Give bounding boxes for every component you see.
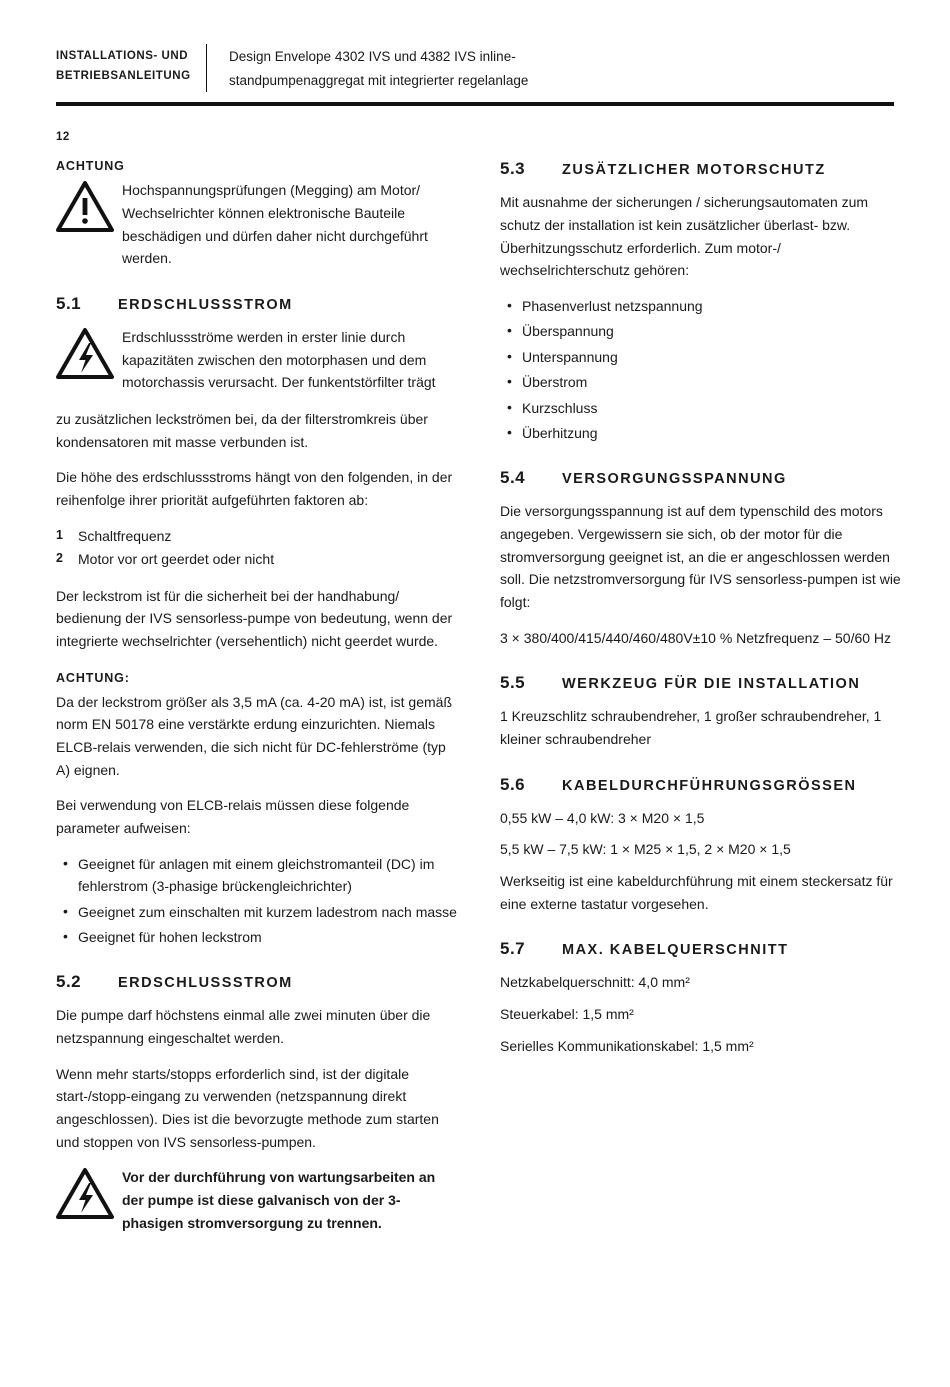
- section-5-5-paragraph-1: 1 Kreuzschlitz schraubendreher, 1 großer schraubendreher, 1 kleiner schraubendreher: [500, 708, 882, 747]
- section-title-5-2: ERDSCHLUSSSTROM: [118, 975, 293, 992]
- section-heading-5-1: [56, 294, 458, 314]
- section-title-5-4: VERSORGUNGSSPANNUNG: [562, 471, 787, 488]
- section-5-7-paragraph-1: Netzkabelquerschnitt: 4,0 mm²: [500, 974, 690, 991]
- list-item: • Überspannung: [500, 320, 902, 342]
- section-number-5-6: 5.6: [500, 774, 526, 794]
- elcb-paragraph: Bei verwendung von ELCB-relais müssen diese folgende parameter aufweisen:: [56, 797, 410, 837]
- list-item: • Geeignet zum einschalten mit kurzem ladestrom nach masse: [56, 901, 458, 923]
- section-5-7-paragraph-3: Serielles Kommunikationskabel: 1,5 mm²: [500, 1037, 754, 1054]
- page-header: [56, 44, 894, 106]
- section-title-5-5: WERKZEUG FÜR DIE INSTALLATION: [562, 676, 861, 693]
- attention-text-2: Da der leckstrom größer als 3,5 mA (ca. 4-20 mA) ist, ist gemäß norm EN 50178 eine verstärkte erdung einzurichten. Niemals ELCB-relais verwenden, die sich nicht für DC-fehlerströme (typ A) eignen.: [56, 693, 453, 778]
- section-heading-5-2: [56, 972, 458, 992]
- section-5-1-warning-text: Erdschlussströme werden in erster linie durch kapazitäten zwischen den motorphasen und dem motorchassis verursacht. Der funkentstörfilter trägt: [122, 328, 436, 391]
- section-5-3-paragraph-1: Mit ausnahme der sicherungen / sicherungsautomaten zum schutz der installation ist kein zusätzlicher überlast- bzw. Überhitzungsschutz erforderlich. Zum motor-/ wechselrichterschutz gehören:: [500, 194, 869, 279]
- list-item: • Überhitzung: [500, 422, 902, 444]
- list-item: [56, 548, 458, 572]
- warning-triangle-icon: [56, 179, 118, 238]
- list-item-number: 2: [56, 551, 63, 566]
- attention-label-2: ACHTUNG:: [56, 670, 130, 685]
- attention-text-1: Hochspannungsprüfungen (Megging) am Motor/ Wechselrichter können elektronische Bauteile beschädigen und dürfen daher nicht durchgeführt werden.: [122, 182, 428, 267]
- section-number-5-1: 5.1: [56, 293, 82, 313]
- final-warning-text: Vor der durchführung von wartungsarbeiten an der pumpe ist diese galvanisch von der 3-phasigen stromversorgung zu trennen.: [122, 1169, 436, 1231]
- section-5-3-bullet-list: [500, 295, 902, 444]
- section-5-2-paragraph-2: Wenn mehr starts/stopps erforderlich sind, ist der digitale start-/stopp-eingang zu verwenden (netzspannung direkt angeschlossen). Dies ist die bevorzugte methode zum starten und stoppen von IVS sensorless-pumpen.: [56, 1065, 439, 1150]
- electric-shock-triangle-icon: [56, 326, 118, 385]
- section-5-4-paragraph-2: 3 × 380/400/415/440/460/480V±10 % Netzfrequenz – 50/60 Hz: [500, 629, 892, 646]
- content-columns: [56, 159, 901, 1248]
- warning-block-maintenance: [56, 1166, 458, 1234]
- list-item-label: Motor vor ort geerdet oder nicht: [78, 551, 275, 568]
- section-5-7-paragraph-2: Steuerkabel: 1,5 mm²: [500, 1006, 634, 1023]
- header-product-title-line1: Design Envelope 4302 IVS und 4382 IVS inline-: [229, 49, 516, 64]
- list-item: • Kurzschluss: [500, 397, 902, 419]
- section-title-5-7: MAX. KABELQUERSCHNITT: [562, 942, 789, 959]
- section-number-5-5: 5.5: [500, 673, 526, 693]
- section-5-6-paragraph-2: 5,5 kW – 7,5 kW: 1 × M25 × 1,5, 2 × M20 × 1,5: [500, 841, 791, 858]
- section-5-6-paragraph-3: Werkseitig ist eine kabeldurchführung mit einem steckersatz für eine externe tastatur vorgesehen.: [500, 873, 893, 912]
- list-item: • Geeignet für hohen leckstrom: [56, 926, 458, 948]
- section-5-6-paragraph-1: 0,55 kW – 4,0 kW: 3 × M20 × 1,5: [500, 809, 705, 826]
- electric-shock-triangle-icon: [56, 1166, 118, 1225]
- section-5-2-paragraph-1: Die pumpe darf höchstens einmal alle zwei minuten über die netzspannung eingeschaltet werden.: [56, 1007, 431, 1046]
- attention-label-1: ACHTUNG: [56, 159, 125, 174]
- header-product-title-line2: standpumpenaggregat mit integrierter regelanlage: [229, 72, 529, 88]
- section-heading-5-6: [500, 775, 902, 795]
- elcb-bullet-list: [56, 853, 458, 949]
- section-5-4-paragraph-1: Die versorgungsspannung ist auf dem typenschild des motors angegeben. Vergewissern sie sich, ob der motor für die stromversorgung geeignet ist, an die er angeschlossen werden soll. Die netzstromversorgung für IVS sensorless-pumpen ist wie folgt:: [500, 503, 901, 610]
- section-title-5-1: ERDSCHLUSSSTROM: [118, 296, 293, 313]
- list-item: • Geeignet für anlagen mit einem gleichstromanteil (DC) im fehlerstrom (3-phasige brückengleichrichter): [56, 853, 458, 898]
- section-number-5-4: 5.4: [500, 468, 526, 488]
- warning-block-megging: [56, 179, 458, 270]
- section-heading-5-7: [500, 939, 902, 959]
- list-item-number: 1: [56, 527, 63, 542]
- section-number-5-2: 5.2: [56, 972, 82, 992]
- list-item: [56, 525, 458, 549]
- section-heading-5-3: [500, 159, 902, 179]
- header-manual-type-line1: INSTALLATIONS- UND: [56, 50, 189, 62]
- warning-block-erdschluss: [56, 326, 458, 394]
- section-heading-5-5: [500, 673, 902, 693]
- right-column: [500, 159, 902, 1248]
- section-5-1-paragraph-2: Die höhe des erdschlussstroms hängt von den folgenden, in der reihenfolge ihrer priorität aufgeführten faktoren ab:: [56, 469, 453, 508]
- section-number-5-3: 5.3: [500, 159, 526, 179]
- header-manual-type: [56, 44, 206, 86]
- page-number: 12: [56, 131, 70, 144]
- list-item: • Phasenverlust netzspannung: [500, 295, 902, 317]
- left-column: [56, 159, 458, 1248]
- section-5-1-paragraph-continued: zu zusätzlichen leckströmen bei, da der filterstromkreis über kondensatoren mit masse verbunden ist.: [56, 410, 428, 450]
- section-title-5-6: KABELDURCHFÜHRUNGSGRÖSSEN: [562, 777, 857, 794]
- section-number-5-7: 5.7: [500, 939, 526, 959]
- section-5-1-paragraph-3: Der leckstrom ist für die sicherheit bei der handhabung/ bedienung der IVS sensorless-pumpe von bedeutung, wenn der integrierte wechselrichter (versehentlich) nicht geerdet wurde.: [56, 587, 453, 650]
- list-item-label: Schaltfrequenz: [78, 527, 172, 544]
- section-title-5-3: ZUSÄTZLICHER MOTORSCHUTZ: [562, 162, 826, 179]
- list-item: • Überstrom: [500, 371, 902, 393]
- section-5-1-numbered-list: [56, 525, 458, 572]
- header-manual-type-line2: BETRIEBSANLEITUNG: [56, 70, 191, 83]
- section-heading-5-4: [500, 468, 902, 488]
- header-product-title: [207, 44, 894, 92]
- list-item: • Unterspannung: [500, 346, 902, 368]
